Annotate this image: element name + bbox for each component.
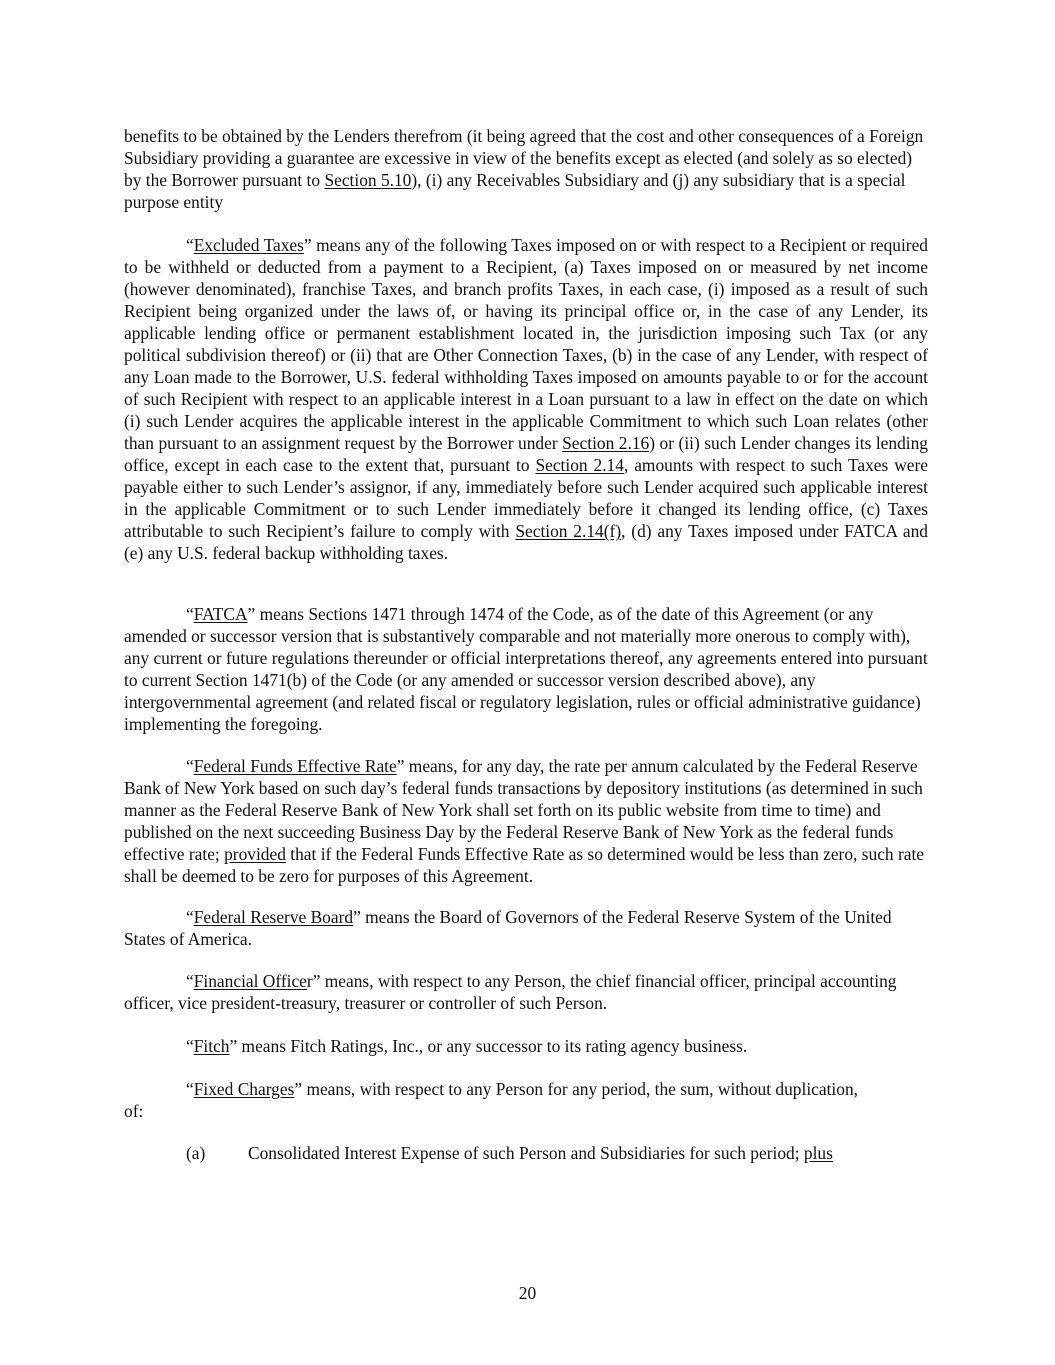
section-reference[interactable]: Section 2.14 [535,455,624,475]
definition-text: of: [124,1101,144,1121]
definition-text: ” means Fitch Ratings, Inc., or any successor to its rating agency business. [229,1036,748,1056]
defined-term: Federal Funds Effective Rate [193,756,397,776]
definition-text: ) or (ii) such Lender changes its lending office, except in each case to the extent that, pursuant to [124,433,929,475]
definition-financial-officer [124,970,928,1014]
definition-fixed-charges [186,1078,928,1100]
definition-text: ” means Sections 1471 through 1474 of the Code, as of the date of this Agreement (or any amended or successor version that is substantively comparable and not materially more onerous to comply with), any current or future regulations thereunder or official interpretations thereof, any agreements entered into pursuant to current Section 1471(b) of the Code (or any amended or successor version described above), any intergovernmental agreement (and related fiscal or regulatory legislation, rules or official administrative guidance) implementing the foregoing. [124,604,928,734]
open-quote: “ [186,756,194,776]
list-marker: (a) [186,1143,206,1163]
definition-text: , amounts with respect to such Taxes were payable either to such Lender’s assignor, if any, immediately before such Lender acquired such applicable interest in the applicable Commitment or to such Lender immediately before it changed its lending office, (c) Taxes attributable to such Recipient’s failure to comply with [124,455,928,541]
list-item-a [0,1142,1055,1164]
section-reference[interactable]: Section 2.16 [562,433,650,453]
paragraph-text: ), (i) any Receivables Subsidiary and (j) any subsidiary that is a special purpose entity [124,170,906,212]
page-number: 20 [518,1283,537,1303]
paragraph-subsidiary-continuation [124,125,928,213]
list-item-body: Consolidated Interest Expense of such Person and Subsidiaries for such period; [248,1143,804,1163]
list-item-text [248,1142,833,1164]
definition-fixed-charges-continuation [124,1100,928,1122]
definition-fatca [124,603,928,735]
defined-term-tail: r [306,971,313,991]
open-quote: “ [186,604,194,624]
definition-text: ” means, for any day, the rate per annum calculated by the Federal Reserve Bank of New York based on such day’s federal funds transactions by depository institutions (as determined in such manner as the Federal Reserve Bank of New York shall set forth on its public website from time to time) and published on the next succeeding Business Day by the Federal Reserve Bank of New York as the federal funds effective rate; [124,756,923,864]
definition-federal-funds-effective-rate [124,755,928,887]
definition-text: , (d) any Taxes imposed under FATCA and (e) any U.S. federal backup withholding taxes. [124,521,929,563]
open-quote: “ [186,235,194,255]
definition-text: ” means, with respect to any Person for any period, the sum, without duplication, [294,1079,858,1099]
definition-text: that if the Federal Funds Effective Rate as so determined would be less than zero, such rate shall be deemed to be zero for purposes of this Agreement. [124,844,925,886]
defined-term: Fixed Charges [193,1079,295,1099]
open-quote: “ [186,907,194,927]
paragraph-text: benefits to be obtained by the Lenders therefrom (it being agreed that the cost and other consequences of a Foreign Subsidiary providing a guarantee are excessive in view of the benefits except as elected (and solely as so elected) by the Borrower pursuant to [124,126,924,190]
definition-excluded-taxes [124,234,928,564]
definition-text: ” means, with respect to any Person, the chief financial officer, principal accounting officer, vice president-treasury, treasurer or controller of such Person. [124,971,897,1013]
provided-term: provided [224,844,286,864]
section-reference[interactable]: Section 5.10 [324,170,412,190]
defined-term: Fitch [193,1036,230,1056]
defined-term: Excluded Taxes [193,235,304,255]
defined-term: Financial Office [193,971,307,991]
definition-text: ” means any of the following Taxes imposed on or with respect to a Recipient or required to be withheld or deducted from a payment to a Recipient, (a) Taxes imposed on or measured by net income (however denominated), franchise Taxes, and branch profits Taxes, in each case, (i) imposed as a result of such Recipient being organized under the laws of, or having its principal office or, in the case of any Lender, its applicable lending office or permanent establishment located in, the jurisdiction imposing such Tax (or any political subdivision thereof) or (ii) that are Other Connection Taxes, (b) in the case of any Lender, with respect of any Loan made to the Borrower, U.S. federal withholding Taxes imposed on amounts payable to or for the account of such Recipient with respect to an applicable interest in a Loan pursuant to a law in effect on the date on which (i) such Lender acquires the applicable interest in the applicable Commitment to which such Loan relates (other than pursuant to an assignment request by the Borrower under [124,235,929,453]
section-reference[interactable]: Section 2.14(f) [515,521,622,541]
defined-term: Federal Reserve Board [193,907,354,927]
definition-federal-reserve-board [124,906,928,950]
definition-fitch [124,1035,928,1057]
open-quote: “ [186,971,194,991]
defined-term: FATCA [193,604,248,624]
definition-text: ” means the Board of Governors of the Federal Reserve System of the United States of America. [124,907,892,949]
open-quote: “ [186,1036,194,1056]
open-quote: “ [186,1079,194,1099]
plus-term: plus [803,1143,833,1163]
